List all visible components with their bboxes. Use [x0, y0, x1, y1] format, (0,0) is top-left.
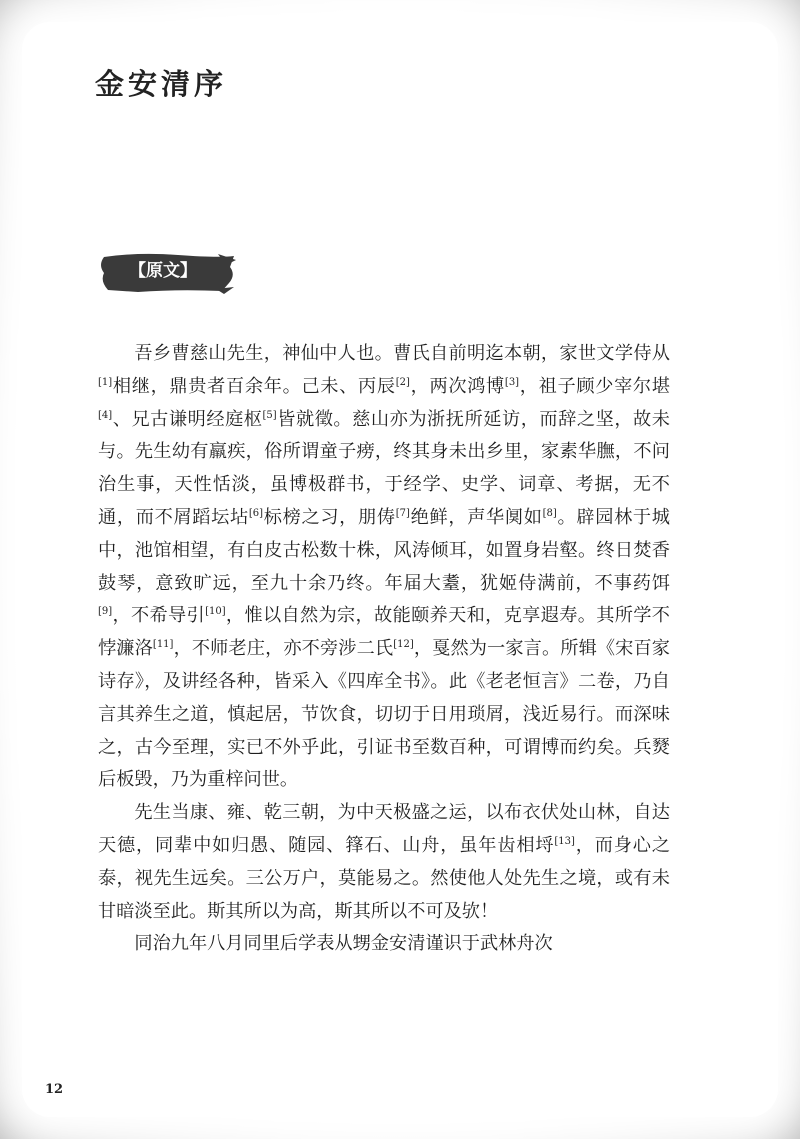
text-segment: 标榜之习，朋俦 — [263, 506, 396, 528]
section-label: 【原文】 — [129, 261, 197, 281]
text-segment: ，戛然为一家言。所辑《宋百家诗存》，及讲经各种，皆采入《四库全书》。此《老老恒言》二卷，乃自言其养生之道，慎起居，节饮食，切切于日用琐屑，浅近易行。而深味之，古今至理，实已不外乎此，引证书至数百种，可谓博而约矣。兵燹后板毁，乃为重梓问世。 — [98, 638, 670, 791]
footnote-marker: [3] — [504, 376, 520, 388]
section-banner — [98, 251, 238, 295]
footnote-marker: [2] — [395, 376, 410, 388]
text-segment: ，不师老庄，亦不旁涉二氏 — [173, 638, 394, 660]
text-segment: 先生当康、雍、乾三朝，为中天极盛之运，以布衣伏处山林，自达天德，同辈中如归愚、随园、箨石、山舟，虽年齿相埒 — [98, 802, 670, 856]
footnote-marker: [6] — [248, 507, 264, 519]
text-segment: 皆就徵。慈山亦为浙抚所延访，而辞之坚，故未与。先生幼有羸疾，俗所谓童子痨，终其身未出乡里，家素华膴，不问治生事，天性恬淡，虽博极群书，于经学、史学、词章、考据，无不通，而不屑蹈坛坫 — [98, 408, 670, 528]
footnote-marker: [13] — [554, 835, 575, 847]
footnote-marker: [11] — [152, 639, 174, 651]
paragraph — [98, 338, 670, 797]
text-segment: 。辟园林于城中，池馆相望，有白皮古松数十株，风涛倾耳，如置身岩壑。终日焚香鼓琴，意致旷远，至九十余乃终。年届大耋，犹姬侍满前，不事药饵 — [98, 506, 670, 594]
text-segment: 同治九年八月同里后学表从甥金安清谨识于武林舟次 — [134, 933, 553, 955]
text-segment: 、兄古谦明经庭枢 — [112, 408, 263, 430]
footnote-marker: [10] — [205, 606, 226, 618]
page-number: 12 — [45, 1082, 64, 1097]
text-segment: ，而身心之泰，视先生远矣。三公万户，莫能易之。然使他人处先生之境，或有未甘暗淡至此。斯其所以为高，斯其所以不可及欤！ — [98, 834, 670, 922]
footnote-marker: [4] — [98, 409, 113, 421]
text-segment: ，祖子顾少宰尔堪 — [519, 375, 670, 397]
paragraph — [98, 797, 670, 928]
footnote-marker: [1] — [98, 376, 113, 388]
page-title: 金安清序 — [95, 67, 228, 101]
body-text — [98, 338, 670, 961]
footnote-marker: [7] — [395, 507, 410, 519]
text-segment: 绝鲜，声华阒如 — [409, 506, 543, 528]
text-segment: 吾乡曹慈山先生，神仙中人也。曹氏自前明迄本朝，家世文学侍从 — [134, 343, 670, 364]
text-segment: ，惟以自然为宗，故能颐养天和，克享遐寿。其所学不悖濂洛 — [98, 605, 670, 660]
footnote-marker: [5] — [262, 409, 277, 421]
text-segment: ，两次鸿博 — [409, 375, 505, 397]
text-segment: 相继，鼎贵者百余年。己未、丙辰 — [112, 375, 396, 397]
footnote-marker: [9] — [98, 606, 113, 618]
footnote-marker: [8] — [542, 507, 557, 519]
paragraph — [98, 928, 670, 961]
text-segment: ，不希导引 — [112, 605, 206, 627]
footnote-marker: [12] — [393, 639, 414, 651]
